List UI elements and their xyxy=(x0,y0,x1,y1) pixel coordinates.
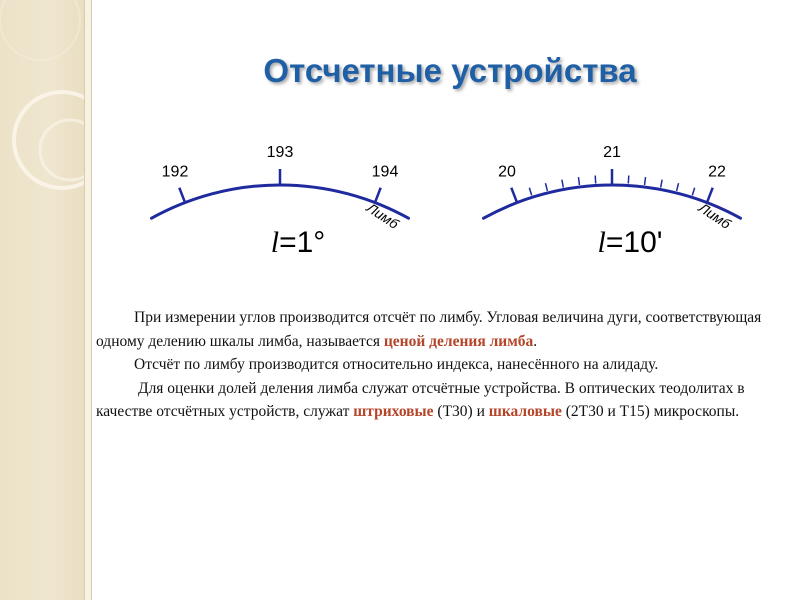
paragraph-text: Отсчёт по лимбу производится относительно индекса, нанесённого на алидаду. xyxy=(134,356,659,373)
slide-title: Отсчетные устройства xyxy=(263,52,637,89)
division-symbol: l xyxy=(270,226,280,259)
minor-tick xyxy=(578,177,579,185)
dial-minutes xyxy=(484,144,741,259)
scale-label-right: 194 xyxy=(371,163,399,181)
scale-label-left: 192 xyxy=(161,163,189,181)
paragraph-text: При измерении углов производится отсчёт по лимбу. Угловая величина дуги, соответствующая одному делению шкалы лимба, называется xyxy=(96,309,762,350)
paragraph-text: . xyxy=(533,332,538,350)
major-tick xyxy=(179,188,185,203)
division-value xyxy=(598,226,663,259)
paragraph-text: Для оценки долей деления лимба служат отсчётные устройства. В оптических теодолитах в качестве отсчётных устройств, служат xyxy=(96,379,745,420)
division-value xyxy=(271,226,326,259)
scale-label-right: 22 xyxy=(708,163,726,181)
division-amount: =10' xyxy=(605,226,663,259)
paragraph-text: (Т30) и xyxy=(433,403,489,420)
paragraph-index xyxy=(96,353,794,377)
dial-degrees xyxy=(152,144,409,259)
major-tick xyxy=(511,188,517,203)
scale-label-center: 21 xyxy=(603,144,621,161)
paragraph-reading-devices xyxy=(96,377,794,424)
scale-label-left: 20 xyxy=(498,163,516,181)
paragraph-limb-reading xyxy=(96,306,794,353)
limb-label: Лимб xyxy=(695,199,734,232)
limb-label: Лимб xyxy=(363,199,402,232)
scale-label-center: 193 xyxy=(266,144,294,161)
division-symbol: l xyxy=(597,226,606,259)
minor-tick xyxy=(545,183,547,191)
term-line-microscope: штриховые xyxy=(353,403,434,420)
division-amount: =1° xyxy=(279,226,326,259)
term-division-value: ценой деления лимба xyxy=(383,332,534,350)
minor-tick xyxy=(645,177,646,185)
term-scale-microscope: шкаловые xyxy=(488,403,562,420)
minor-tick xyxy=(562,180,563,188)
minor-tick xyxy=(529,188,531,196)
minor-tick xyxy=(661,180,662,188)
paragraph-text: (2Т30 и Т15) микроскопы. xyxy=(561,403,740,420)
minor-tick xyxy=(692,188,694,196)
minor-tick xyxy=(677,183,679,191)
body-text xyxy=(96,306,794,424)
